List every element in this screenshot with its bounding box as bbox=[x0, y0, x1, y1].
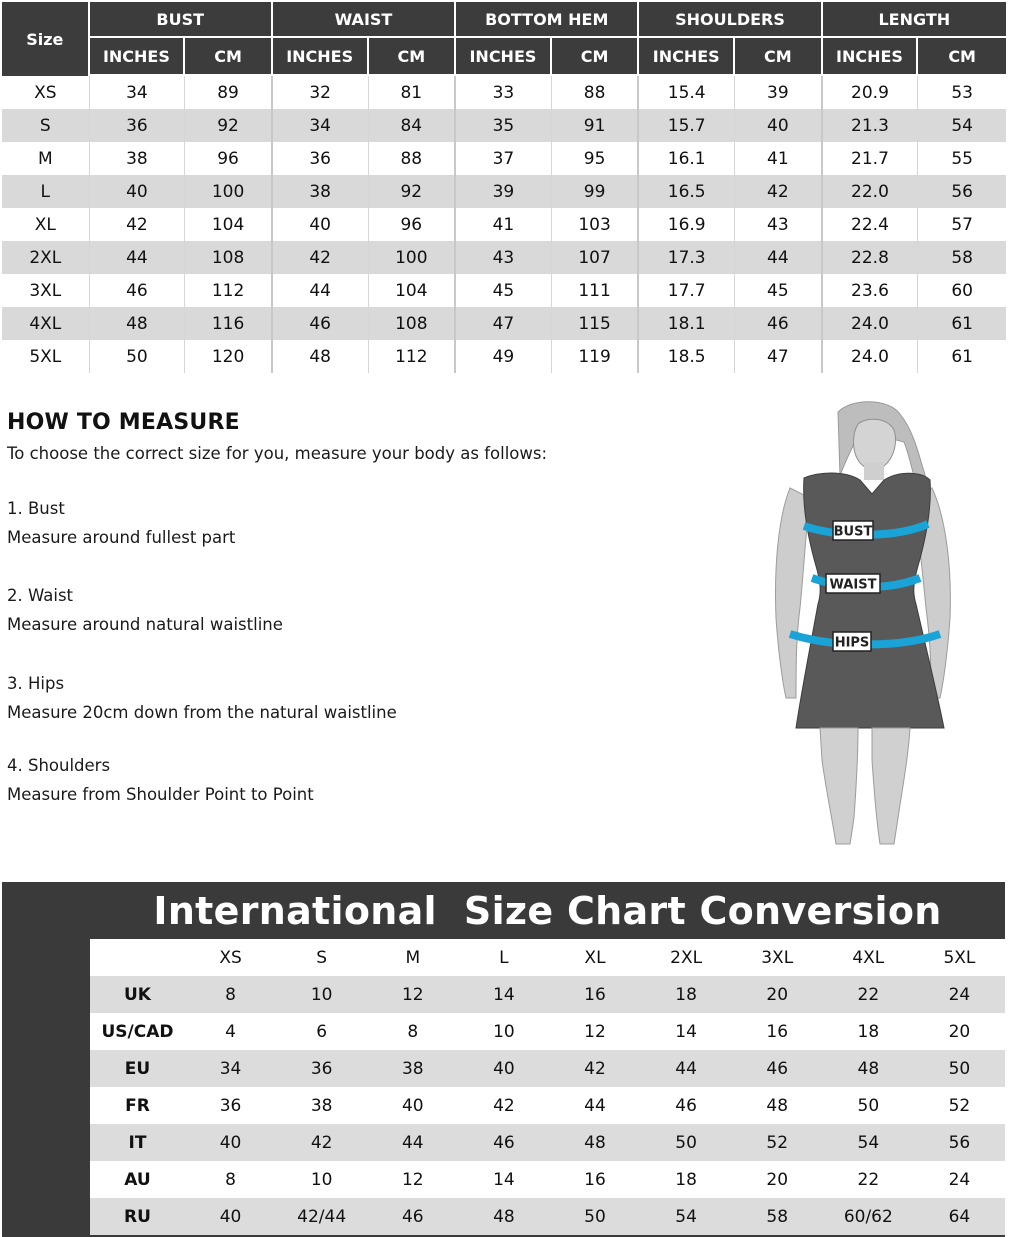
face bbox=[854, 419, 896, 469]
measurement-cell: 112 bbox=[185, 274, 273, 307]
measurement-cell: 48 bbox=[90, 307, 186, 340]
measurement-cell: 33 bbox=[456, 76, 552, 109]
unit-header-row bbox=[2, 38, 1006, 76]
table-row bbox=[90, 1161, 1005, 1198]
measurement-cell: 116 bbox=[185, 307, 273, 340]
measurement-cell: 16.9 bbox=[639, 208, 735, 241]
inches-column-header: INCHES bbox=[456, 38, 552, 76]
conversion-value-cell: 12 bbox=[549, 1013, 640, 1050]
measurement-cell: 56 bbox=[918, 175, 1006, 208]
size-label-cell: 4XL bbox=[2, 307, 90, 340]
bust-group-header: BUST bbox=[90, 2, 273, 38]
step-text: Measure 20cm down from the natural waistline bbox=[7, 703, 397, 722]
measurement-cell: 115 bbox=[552, 307, 640, 340]
how-to-measure-intro: To choose the correct size for you, measure your body as follows: bbox=[7, 444, 548, 463]
measurement-cell: 44 bbox=[90, 241, 186, 274]
conversion-value-cell: 46 bbox=[732, 1050, 823, 1087]
conversion-value-cell: 22 bbox=[823, 1161, 914, 1198]
measurement-cell: 36 bbox=[90, 109, 186, 142]
measurement-cell: 100 bbox=[185, 175, 273, 208]
conversion-value-cell: 20 bbox=[914, 1013, 1005, 1050]
table-row bbox=[2, 76, 1006, 109]
region-column-header bbox=[90, 939, 185, 976]
conversion-table bbox=[90, 939, 1005, 1235]
measurement-cell: 111 bbox=[552, 274, 640, 307]
conversion-value-cell: 40 bbox=[458, 1050, 549, 1087]
waist-group-header: WAIST bbox=[273, 2, 456, 38]
measurement-cell: 22.8 bbox=[823, 241, 919, 274]
measurement-cell: 22.0 bbox=[823, 175, 919, 208]
measurement-cell: 120 bbox=[185, 340, 273, 373]
measurement-cell: 40 bbox=[735, 109, 823, 142]
conversion-value-cell: 42 bbox=[276, 1124, 367, 1161]
measurement-cell: 32 bbox=[273, 76, 369, 109]
measure-step-waist bbox=[7, 581, 283, 639]
measurement-cell: 104 bbox=[185, 208, 273, 241]
measurement-cell: 91 bbox=[552, 109, 640, 142]
measurement-cell: 41 bbox=[735, 142, 823, 175]
right-leg bbox=[872, 728, 910, 844]
dress bbox=[796, 473, 944, 728]
measurement-cell: 107 bbox=[552, 241, 640, 274]
conversion-value-cell: 22 bbox=[823, 976, 914, 1013]
conversion-value-cell: 36 bbox=[185, 1087, 276, 1124]
measurement-cell: 16.5 bbox=[639, 175, 735, 208]
measurement-cell: 57 bbox=[951, 214, 973, 235]
shoulders-group-header: SHOULDERS bbox=[639, 2, 822, 38]
conversion-value-cell: 54 bbox=[641, 1198, 732, 1235]
measurement-cell: 81 bbox=[369, 76, 457, 109]
measurement-cell: 15.4 bbox=[639, 76, 735, 109]
conversion-value-cell: 42 bbox=[458, 1087, 549, 1124]
step-text: Measure around natural waistline bbox=[7, 615, 283, 634]
measurement-cell: 18.1 bbox=[639, 307, 735, 340]
table-row bbox=[90, 1124, 1005, 1161]
measure-step-bust bbox=[7, 494, 235, 552]
left-leg bbox=[820, 728, 858, 844]
measurement-cell: 96 bbox=[185, 142, 273, 175]
region-label: EU bbox=[90, 1050, 185, 1087]
length-group-header: LENGTH bbox=[823, 2, 1006, 38]
measurement-cell: 34 bbox=[273, 109, 369, 142]
measurement-cell: 36 bbox=[273, 142, 369, 175]
step-text: Measure around fullest part bbox=[7, 528, 236, 547]
measurement-cell: 46 bbox=[273, 307, 369, 340]
measurement-cell: 108 bbox=[185, 241, 273, 274]
table-row bbox=[2, 208, 1006, 241]
conversion-value-cell: 40 bbox=[185, 1198, 276, 1235]
measurement-cell: 100 bbox=[369, 241, 457, 274]
size-label-cell: L bbox=[2, 175, 90, 208]
size-column-header: 4XL bbox=[823, 939, 914, 976]
measurement-cell: 45 bbox=[735, 274, 823, 307]
region-label: FR bbox=[90, 1087, 185, 1124]
cm-column-header: CM bbox=[735, 38, 823, 76]
size-column-header: 2XL bbox=[641, 939, 732, 976]
conversion-value-cell: 52 bbox=[732, 1124, 823, 1161]
step-text: Measure from Shoulder Point to Point bbox=[7, 785, 314, 804]
measurement-cell: 24.0 bbox=[823, 340, 919, 373]
conversion-value-cell: 50 bbox=[641, 1124, 732, 1161]
measurement-cell: 58 bbox=[918, 241, 1006, 274]
region-label: IT bbox=[90, 1124, 185, 1161]
measurement-cell: 104 bbox=[369, 274, 457, 307]
conversion-value-cell: 8 bbox=[185, 976, 276, 1013]
measurement-cell: 39 bbox=[735, 76, 823, 109]
conversion-value-cell: 10 bbox=[276, 976, 367, 1013]
conversion-value-cell: 12 bbox=[367, 1161, 458, 1198]
measurement-cell: 35 bbox=[456, 109, 552, 142]
size-label-cell: XL bbox=[2, 208, 90, 241]
conversion-value-cell: 36 bbox=[276, 1050, 367, 1087]
measurement-cell: 46 bbox=[90, 274, 186, 307]
conversion-value-cell: 44 bbox=[367, 1124, 458, 1161]
table-row bbox=[90, 1198, 1005, 1235]
conversion-title: International Size Chart Conversion bbox=[153, 889, 942, 933]
measurement-cell: 17.7 bbox=[639, 274, 735, 307]
measurement-cell: 119 bbox=[552, 340, 640, 373]
table-row bbox=[2, 241, 1006, 274]
conversion-value-cell: 52 bbox=[914, 1087, 1005, 1124]
region-label: AU bbox=[90, 1161, 185, 1198]
conversion-value-cell: 40 bbox=[367, 1087, 458, 1124]
conversion-value-cell: 50 bbox=[914, 1050, 1005, 1087]
conversion-value-cell: 14 bbox=[458, 976, 549, 1013]
measure-step-shoulders bbox=[7, 751, 314, 809]
measurement-cell: 47 bbox=[456, 307, 552, 340]
conversion-value-cell: 56 bbox=[914, 1124, 1005, 1161]
cm-column-header: CM bbox=[369, 38, 457, 76]
conversion-value-cell: 10 bbox=[276, 1161, 367, 1198]
conversion-value-cell: 64 bbox=[914, 1198, 1005, 1235]
step-title: 1. Bust bbox=[7, 499, 65, 518]
conversion-value-cell: 14 bbox=[458, 1161, 549, 1198]
measurement-cell: 43 bbox=[456, 241, 552, 274]
measurement-cell: 47 bbox=[735, 340, 823, 373]
measurement-cell: 43 bbox=[735, 208, 823, 241]
conversion-table-body bbox=[90, 976, 1005, 1235]
step-title: 4. Shoulders bbox=[7, 756, 111, 775]
measurement-cell: 42 bbox=[735, 175, 823, 208]
measurement-figure-illustration bbox=[760, 398, 970, 848]
measurement-cell: 50 bbox=[90, 340, 186, 373]
conversion-value-cell: 24 bbox=[914, 1161, 1005, 1198]
conversion-value-cell: 20 bbox=[732, 1161, 823, 1198]
measurement-cell: 39 bbox=[456, 175, 552, 208]
measurement-cell: 42 bbox=[90, 208, 186, 241]
measurement-cell: 20.9 bbox=[823, 76, 919, 109]
measurement-cell: 92 bbox=[369, 175, 457, 208]
size-column-header: 3XL bbox=[732, 939, 823, 976]
bottom-hem-group-header: BOTTOM HEM bbox=[456, 2, 639, 38]
measurement-cell: 61 bbox=[918, 307, 1006, 340]
measurement-cell: 53 bbox=[951, 82, 973, 103]
conversion-value-cell: 16 bbox=[732, 1013, 823, 1050]
measurement-cell: 44 bbox=[735, 241, 823, 274]
measurement-cell: 49 bbox=[456, 340, 552, 373]
measurement-cell: 89 bbox=[185, 76, 273, 109]
region-label: RU bbox=[90, 1198, 185, 1235]
measurement-cell: 99 bbox=[552, 175, 640, 208]
size-label-cell: 3XL bbox=[2, 274, 90, 307]
measurement-cell: 88 bbox=[369, 142, 457, 175]
inches-column-header: INCHES bbox=[823, 38, 919, 76]
size-label-cell: 2XL bbox=[2, 241, 90, 274]
left-arm bbox=[776, 488, 810, 698]
measurement-cell: 16.1 bbox=[639, 142, 735, 175]
measure-step-hips bbox=[7, 669, 397, 727]
table-row bbox=[2, 142, 1006, 175]
size-column-header: XS bbox=[185, 939, 276, 976]
table-row bbox=[2, 340, 1006, 373]
table-row bbox=[2, 175, 1006, 208]
measurement-cell: 41 bbox=[456, 208, 552, 241]
measurement-cell: 40 bbox=[90, 175, 186, 208]
table-row bbox=[90, 1013, 1005, 1050]
measurement-cell: 88 bbox=[552, 76, 640, 109]
measurement-cell: 46 bbox=[735, 307, 823, 340]
conversion-value-cell: 18 bbox=[641, 976, 732, 1013]
inches-column-header: INCHES bbox=[273, 38, 369, 76]
size-table-body bbox=[2, 76, 1006, 373]
measurement-cell: 21.7 bbox=[823, 142, 919, 175]
measurement-cell: 23.6 bbox=[823, 274, 919, 307]
size-chart-table bbox=[2, 2, 1006, 373]
measurement-cell: 22.4 bbox=[823, 208, 919, 241]
size-column-header: Size bbox=[2, 2, 90, 76]
conversion-value-cell: 16 bbox=[549, 976, 640, 1013]
conversion-value-cell: 44 bbox=[641, 1050, 732, 1087]
conversion-value-cell: 16 bbox=[549, 1161, 640, 1198]
conversion-value-cell: 46 bbox=[458, 1124, 549, 1161]
size-label-cell: S bbox=[2, 109, 90, 142]
conversion-value-cell: 50 bbox=[823, 1087, 914, 1124]
size-column-header: S bbox=[276, 939, 367, 976]
measurement-cell: 92 bbox=[185, 109, 273, 142]
conversion-value-cell: 20 bbox=[732, 976, 823, 1013]
measurement-cell: 112 bbox=[369, 340, 457, 373]
measurement-cell: 103 bbox=[552, 208, 640, 241]
table-row bbox=[2, 109, 1006, 142]
conversion-value-cell: 42/44 bbox=[276, 1198, 367, 1235]
international-conversion-section bbox=[2, 882, 1005, 1237]
how-to-measure-section bbox=[7, 410, 627, 804]
conversion-value-cell: 24 bbox=[914, 976, 1005, 1013]
size-label-cell: 5XL bbox=[2, 340, 90, 373]
conversion-value-cell: 50 bbox=[549, 1198, 640, 1235]
conversion-value-cell: 12 bbox=[367, 976, 458, 1013]
conversion-value-cell: 4 bbox=[185, 1013, 276, 1050]
hips-label: HIPS bbox=[834, 635, 870, 651]
conversion-value-cell: 38 bbox=[367, 1050, 458, 1087]
conversion-value-cell: 48 bbox=[823, 1050, 914, 1087]
measurement-cell: 48 bbox=[273, 340, 369, 373]
size-column-header: 5XL bbox=[914, 939, 1005, 976]
cm-column-header: CM bbox=[185, 38, 273, 76]
size-label-cell: XS bbox=[2, 76, 90, 109]
table-row bbox=[90, 976, 1005, 1013]
size-column-header: L bbox=[458, 939, 549, 976]
conversion-value-cell: 8 bbox=[185, 1161, 276, 1198]
table-row bbox=[90, 1050, 1005, 1087]
measurement-cell: 55 bbox=[951, 148, 973, 169]
conversion-value-cell: 48 bbox=[458, 1198, 549, 1235]
measurement-cell: 96 bbox=[369, 208, 457, 241]
conversion-value-cell: 14 bbox=[641, 1013, 732, 1050]
conversion-value-cell: 60/62 bbox=[823, 1198, 914, 1235]
conversion-value-cell: 18 bbox=[641, 1161, 732, 1198]
measurement-cell: 37 bbox=[456, 142, 552, 175]
cm-column-header: CM bbox=[552, 38, 640, 76]
region-label: UK bbox=[90, 976, 185, 1013]
region-label: US/CAD bbox=[90, 1013, 185, 1050]
measurement-cell: 54 bbox=[918, 109, 1006, 142]
conversion-value-cell: 18 bbox=[823, 1013, 914, 1050]
measurement-cell: 108 bbox=[369, 307, 457, 340]
measurement-cell: 84 bbox=[369, 109, 457, 142]
conversion-value-cell: 40 bbox=[185, 1124, 276, 1161]
conversion-value-cell: 44 bbox=[549, 1087, 640, 1124]
conversion-value-cell: 10 bbox=[458, 1013, 549, 1050]
measurement-cell: 17.3 bbox=[639, 241, 735, 274]
table-row bbox=[2, 274, 1006, 307]
how-to-measure-title: HOW TO MEASURE bbox=[7, 410, 240, 435]
waist-label: WAIST bbox=[829, 577, 877, 593]
conversion-value-cell: 6 bbox=[276, 1013, 367, 1050]
measurement-cell: 44 bbox=[273, 274, 369, 307]
conversion-value-cell: 48 bbox=[732, 1087, 823, 1124]
table-row bbox=[90, 1087, 1005, 1124]
cm-column-header: CM bbox=[918, 38, 1006, 76]
conversion-value-cell: 42 bbox=[549, 1050, 640, 1087]
measurement-cell: 15.7 bbox=[639, 109, 735, 142]
inches-column-header: INCHES bbox=[639, 38, 735, 76]
neck bbox=[864, 462, 884, 480]
inches-column-header: INCHES bbox=[90, 38, 186, 76]
measurement-cell: 38 bbox=[273, 175, 369, 208]
conversion-value-cell: 58 bbox=[732, 1198, 823, 1235]
measurement-cell: 38 bbox=[90, 142, 186, 175]
conversion-value-cell: 34 bbox=[185, 1050, 276, 1087]
size-label-cell: M bbox=[2, 142, 90, 175]
measurement-cell: 21.3 bbox=[823, 109, 919, 142]
table-row bbox=[2, 307, 1006, 340]
conversion-value-cell: 46 bbox=[641, 1087, 732, 1124]
conversion-value-cell: 54 bbox=[823, 1124, 914, 1161]
conversion-value-cell: 46 bbox=[367, 1198, 458, 1235]
measurement-cell: 45 bbox=[456, 274, 552, 307]
bust-label: BUST bbox=[833, 524, 873, 540]
step-title: 2. Waist bbox=[7, 586, 74, 605]
conversion-value-cell: 48 bbox=[549, 1124, 640, 1161]
measurement-cell: 34 bbox=[90, 76, 186, 109]
measurement-cell: 60 bbox=[951, 280, 973, 301]
conversion-value-cell: 8 bbox=[367, 1013, 458, 1050]
size-column-header: M bbox=[367, 939, 458, 976]
measurement-cell: 95 bbox=[552, 142, 640, 175]
measurement-cell: 18.5 bbox=[639, 340, 735, 373]
measurement-cell: 24.0 bbox=[823, 307, 919, 340]
conversion-value-cell: 38 bbox=[276, 1087, 367, 1124]
measurement-cell: 61 bbox=[951, 346, 973, 367]
step-title: 3. Hips bbox=[7, 674, 65, 693]
measurement-cell: 42 bbox=[273, 241, 369, 274]
conversion-header-row bbox=[90, 939, 1005, 976]
measurement-cell: 40 bbox=[273, 208, 369, 241]
size-column-header: XL bbox=[549, 939, 640, 976]
